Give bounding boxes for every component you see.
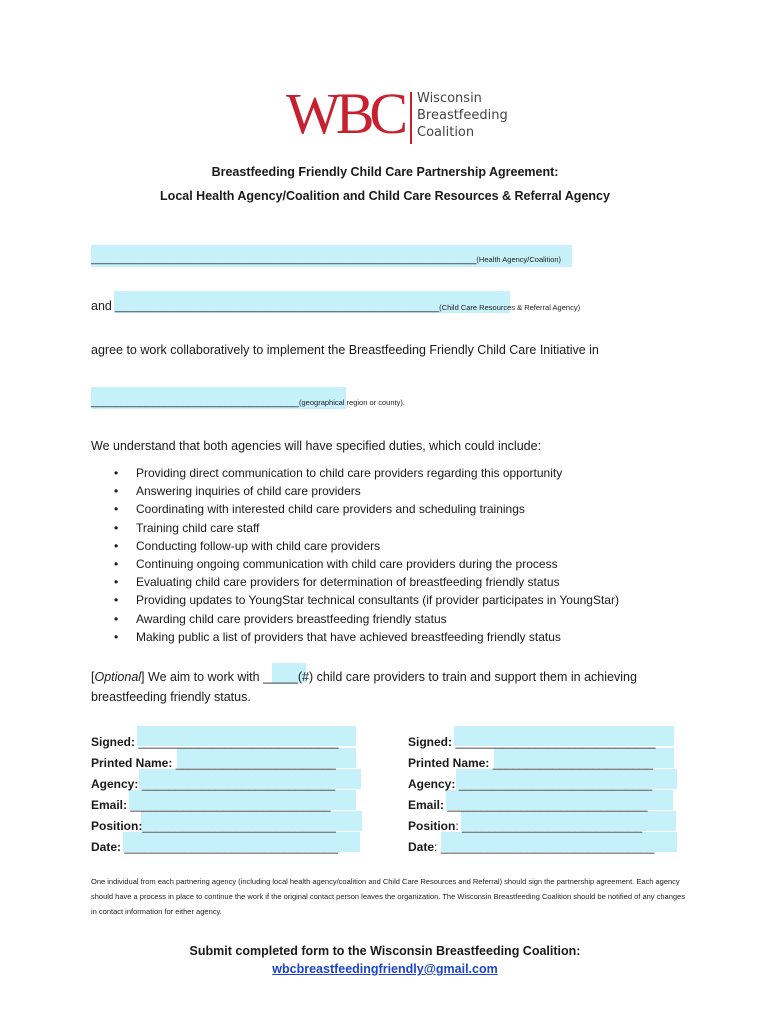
email-label: Email: [408, 798, 448, 812]
duty-item: • Providing updates to YoungStar technical consultants (if provider participates in YoungStar) [110, 591, 619, 609]
left-email-row [91, 797, 331, 813]
logo-line-3: Coalition [417, 125, 475, 140]
submit-email-link[interactable]: wbcbreastfeedingfriendly@gmail.com [272, 962, 498, 976]
optional-rest: ] We aim to work with _____(#) child care providers to train and support them in achieving [141, 670, 637, 684]
right-position-row [408, 818, 642, 834]
duty-item: • Answering inquiries of child care providers [110, 482, 619, 500]
position-label: Position: [91, 819, 143, 833]
optional-word: Optional [94, 670, 142, 684]
logo-wordmark [417, 90, 508, 141]
printed-name-label: Printed Name: [91, 756, 176, 770]
position-underline: ___________________________ [462, 819, 643, 833]
date-underline: ________________________________ [124, 840, 338, 854]
printed-name-underline: ________________________ [175, 756, 336, 770]
date-colon: : [434, 840, 441, 854]
right-email-row [408, 797, 648, 813]
left-position-row [91, 818, 336, 834]
health-agency-row [91, 253, 561, 265]
ccrr-row [91, 299, 580, 313]
agency-label: Agency: [408, 777, 459, 791]
left-date-row [91, 839, 338, 855]
page-title: Breastfeeding Friendly Child Care Partnership Agreement: [211, 165, 559, 179]
date-underline: ________________________________ [440, 840, 655, 854]
wbc-logo [286, 81, 516, 148]
region-underline: __________________________________ [91, 396, 300, 408]
left-printed-name-row [91, 755, 336, 771]
optional-bracket: [ [91, 670, 95, 684]
left-signed-row [91, 734, 339, 750]
email-label: Email: [91, 798, 131, 812]
right-signed-row [408, 734, 656, 750]
ccrr-underline: _____________________________________________________ [114, 301, 440, 313]
printed-name-underline: ________________________ [492, 756, 653, 770]
logo-divider [410, 92, 412, 144]
email-underline: ______________________________ [130, 798, 331, 812]
agree-text: agree to work collaboratively to implement the Breastfeeding Friendly Child Care Initiative in [91, 343, 599, 357]
duty-item: • Providing direct communication to child care providers regarding this opportunity [110, 464, 619, 482]
agency-label: Agency: [91, 777, 142, 791]
date-label: Date: [91, 840, 125, 854]
signed-underline: ______________________________ [138, 735, 339, 749]
signing-note: One individual from each partnering agency (including local health agency/coalition and Child Care Resources and Referral) should sign the partnership agreement. Each agency should have a process in place to continue the work if the original contact person leaves the organization. The Wisconsin Breastfeeding Coalition should be notified of any changes in contact information for either agency. [91, 877, 685, 916]
optional-line-2: breastfeeding friendly status. [91, 690, 251, 704]
logo-line-1: Wisconsin [417, 91, 482, 106]
right-agency-row [408, 776, 652, 792]
position-colon: : [455, 819, 463, 833]
optional-line-1 [91, 670, 637, 684]
region-label: (geographical region or county). [299, 398, 405, 407]
right-date-row [408, 839, 654, 855]
health-agency-label: (Health Agency/Coalition) [476, 255, 562, 264]
date-label: Date [408, 840, 435, 854]
position-label: Position [408, 819, 456, 833]
duty-item: • Evaluating child care providers for determination of breastfeeding friendly status [110, 573, 619, 591]
duty-item: • Training child care staff [110, 519, 619, 537]
duty-item: • Awarding child care providers breastfeeding friendly status [110, 610, 619, 628]
printed-name-label: Printed Name: [408, 756, 493, 770]
page-subtitle: Local Health Agency/Coalition and Child Care Resources & Referral Agency [160, 189, 610, 203]
agency-underline: _____________________________ [458, 777, 653, 791]
signed-label: Signed: [91, 735, 139, 749]
left-agency-row [91, 776, 335, 792]
duty-item: • Coordinating with interested child care providers and scheduling trainings [110, 500, 619, 518]
duties-list [110, 464, 619, 646]
duty-item: • Making public a list of providers that have achieved breastfeeding friendly status [110, 628, 619, 646]
duty-item: • Continuing ongoing communication with child care providers during the process [110, 555, 619, 573]
submit-instructions: Submit completed form to the Wisconsin Breastfeeding Coalition: [189, 944, 581, 958]
health-agency-underline: _______________________________________________________________ [91, 253, 477, 265]
email-underline: ______________________________ [447, 798, 648, 812]
agency-underline: _____________________________ [141, 777, 336, 791]
signed-label: Signed: [408, 735, 456, 749]
ccrr-label: (Child Care Resources & Referral Agency) [439, 303, 581, 312]
and-label: and [91, 299, 112, 313]
position-underline: _____________________________ [142, 819, 336, 833]
duty-item: • Conducting follow-up with child care providers [110, 537, 619, 555]
right-printed-name-row [408, 755, 653, 771]
logo-line-2: Breastfeeding [417, 108, 508, 123]
logo-mark: WBC [286, 81, 404, 146]
duties-intro: We understand that both agencies will have specified duties, which could include: [91, 439, 542, 453]
signed-underline: ______________________________ [455, 735, 656, 749]
region-row [91, 396, 405, 408]
